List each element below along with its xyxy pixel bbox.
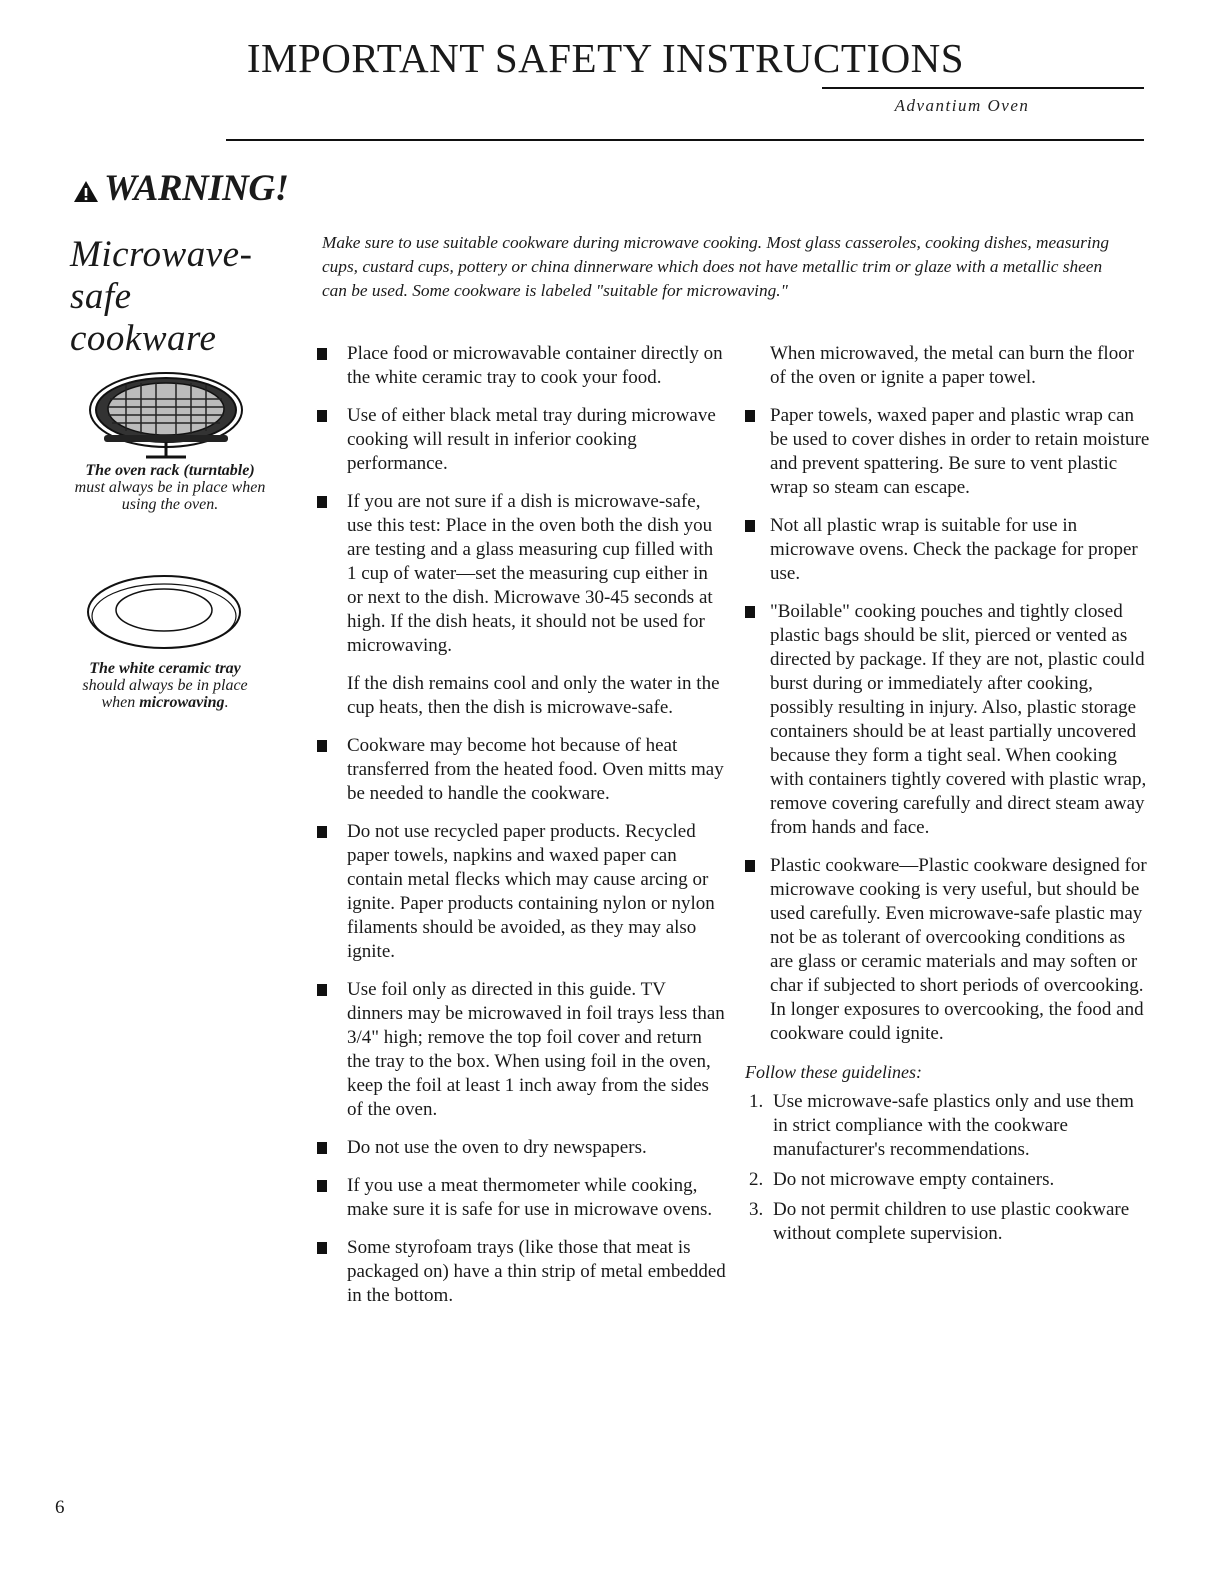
bullet-continuation: If the dish remains cool and only the water in the cup heats, then the dish is microwave-safe. [347, 673, 720, 718]
bullet-item: Do not use the oven to dry newspapers. [314, 1136, 726, 1160]
item-number: 2. [749, 1169, 764, 1190]
oven-rack-caption [70, 462, 270, 513]
page-title: IMPORTANT SAFETY INSTRUCTIONS [246, 35, 965, 81]
bullet-item: Use foil only as directed in this guide. TV dinners may be microwaved in foil trays less than 3/4" high; remove the top foil cover and return the tray to the box. When using foil in the oven, keep the foil at least 1 inch away from the sides of the oven. [314, 978, 726, 1122]
header-rule-short [822, 87, 1144, 89]
item-number: 1. [749, 1091, 764, 1112]
section-title-line: Microwave- [70, 234, 253, 275]
warning-heading [73, 167, 288, 210]
page-subtitle: Advantium Oven [894, 96, 1030, 115]
bullet-item: If you are not sure if a dish is microwave-safe, use this test: Place in the oven both the dish you are testing and a glass measuring cup filled with 1 cup of water—set the measuring cup either in or next to the dish. Microwave 30-45 seconds at high. If the dish heats, it should not be used for microwaving. [314, 490, 726, 658]
caption-bold: The white ceramic tray [89, 660, 241, 677]
item-text: Do not microwave empty containers. [773, 1169, 1055, 1190]
column-left [314, 342, 726, 1322]
item-text: Do not permit children to use plastic cookware without complete supervision. [773, 1199, 1130, 1244]
page-number: 6 [55, 1497, 65, 1518]
bullet-item: Some styrofoam trays (like those that meat is packaged on) have a thin strip of metal embedded in the bottom. [314, 1236, 726, 1308]
item-text: Use microwave-safe plastics only and use them in strict compliance with the cookware manufacturer's recommendations. [773, 1091, 1134, 1160]
caption-bold: microwaving [139, 694, 225, 711]
caption-bold: The oven rack (turntable) [85, 462, 255, 479]
section-title [70, 234, 290, 360]
intro-paragraph: Make sure to use suitable cookware during microwave cooking. Most glass casseroles, cooking dishes, measuring cups, custard cups, pottery or china dinnerware which does not have metallic trim or glaze with a metallic sheen can be used. Some cookware is labeled "suitable for microwaving." [322, 233, 1109, 300]
caption-text: must always be in place when using the oven. [74, 479, 266, 513]
bullet-item: Not all plastic wrap is suitable for use in microwave ovens. Check the package for proper use. [745, 514, 1150, 586]
bullet-item: Cookware may become hot because of heat transferred from the heated food. Oven mitts may be needed to handle the cookware. [314, 734, 726, 806]
numbered-item [745, 1090, 1150, 1162]
bullet-item: "Boilable" cooking pouches and tightly closed plastic bags should be slit, pierced or vented as directed by package. If they are not, plastic could burst during or immediately after cooking, possibly resulting in injury. Also, plastic storage containers should be at least partially uncovered because they form a tight seal. When cooking with containers tightly covered with plastic wrap, remove covering carefully and direct steam away from hands and face. [745, 600, 1150, 840]
guidelines-label: Follow these guidelines: [745, 1062, 922, 1082]
bullet-item: Paper towels, waxed paper and plastic wrap can be used to cover dishes in order to retain moisture and prevent spattering. Be sure to vent plastic wrap so steam can escape. [745, 404, 1150, 500]
bullet-item: Place food or microwavable container directly on the white ceramic tray to cook your food. [314, 342, 726, 390]
ceramic-tray-caption [75, 660, 255, 711]
caption-text: . [224, 694, 229, 711]
column-right [745, 342, 1150, 1252]
numbered-item [745, 1168, 1150, 1192]
caption-text: should always be in place when [82, 677, 248, 711]
bullet-continuation: When microwaved, the metal can burn the floor of the oven or ignite a paper towel. [770, 343, 1135, 388]
ceramic-tray-illustration [84, 572, 244, 657]
oven-rack-illustration [86, 365, 246, 460]
warning-label: WARNING! [104, 168, 289, 209]
item-number: 3. [749, 1199, 764, 1220]
bullet-item: Use of either black metal tray during microwave cooking will result in inferior cooking performance. [314, 404, 726, 476]
bullet-item: If you use a meat thermometer while cooking, make sure it is safe for use in microwave ovens. [314, 1174, 726, 1222]
bullet-item: Do not use recycled paper products. Recycled paper towels, napkins and waxed paper can contain metal flecks which may cause arcing or ignite. Paper products containing nylon or nylon filaments should be avoided, as they may also ignite. [314, 820, 726, 964]
bullet-item: Plastic cookware—Plastic cookware designed for microwave cooking is very useful, but should be used carefully. Even microwave-safe plastic may not be as tolerant of overcooking conditions as are glass or ceramic materials and may soften or char if subjected to short periods of overcooking. In longer exposures to overcooking, the food and cookware could ignite. [745, 854, 1150, 1046]
warning-triangle-icon [73, 180, 99, 203]
section-title-line: cookware [70, 318, 217, 359]
header-rule [226, 139, 1144, 141]
section-title-line: safe [70, 276, 132, 317]
numbered-item [745, 1198, 1150, 1246]
